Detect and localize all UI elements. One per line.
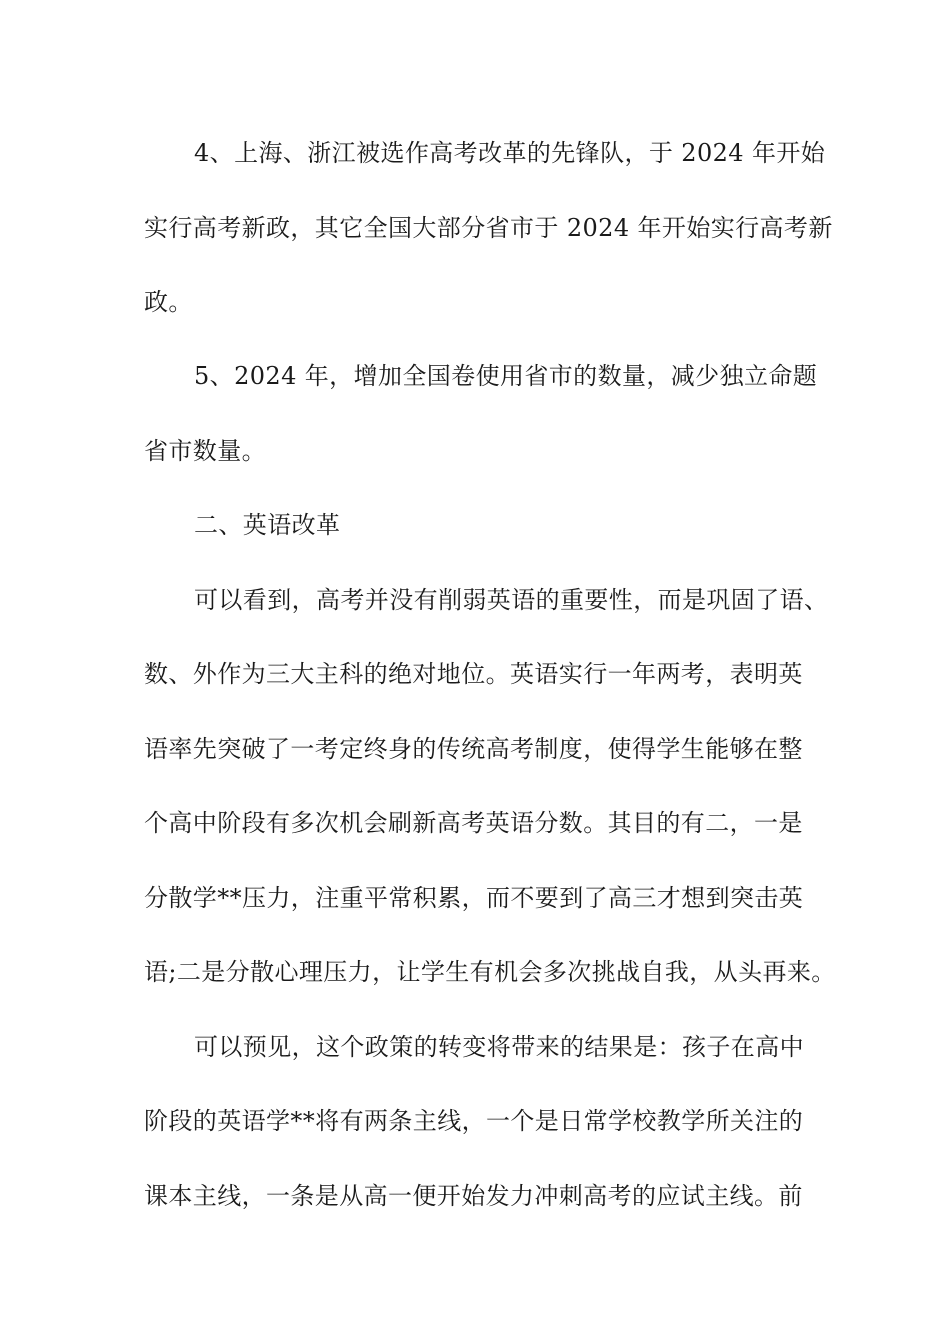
- item-5-line-2: 省市数量。: [144, 437, 266, 465]
- para-importance-line-5: 分散学**压力，注重平常积累，而不要到了高三才想到突击英: [144, 884, 804, 912]
- para-importance-line-4: 个高中阶段有多次机会刷新高考英语分数。其目的有二，一是: [144, 809, 803, 837]
- item-5-line-1: 5、2024 年，增加全国卷使用省市的数量，减少独立命题: [194, 362, 818, 390]
- item-4-line-2: 实行高考新政，其它全国大部分省市于 2024 年开始实行高考新: [144, 214, 833, 242]
- para-foresee-line-2: 阶段的英语学**将有两条主线，一个是日常学校教学所关注的: [144, 1107, 804, 1135]
- para-importance-line-6: 语;二是分散心理压力，让学生有机会多次挑战自我，从头再来。: [144, 958, 836, 986]
- item-4-line-1: 4、上海、浙江被选作高考改革的先锋队，于 2024 年开始: [194, 139, 826, 167]
- item-4-line-3: 政。: [144, 288, 193, 316]
- para-importance-line-3: 语率先突破了一考定终身的传统高考制度，使得学生能够在整: [144, 735, 803, 763]
- para-foresee-line-3: 课本主线，一条是从高一便开始发力冲刺高考的应试主线。前: [144, 1182, 803, 1210]
- para-foresee-line-1: 可以预见，这个政策的转变将带来的结果是：孩子在高中: [194, 1033, 804, 1061]
- para-importance-line-1: 可以看到，高考并没有削弱英语的重要性，而是巩固了语、: [194, 586, 829, 614]
- para-importance-line-2: 数、外作为三大主科的绝对地位。英语实行一年两考，表明英: [144, 660, 803, 688]
- section-heading-english-reform: 二、英语改革: [194, 511, 341, 539]
